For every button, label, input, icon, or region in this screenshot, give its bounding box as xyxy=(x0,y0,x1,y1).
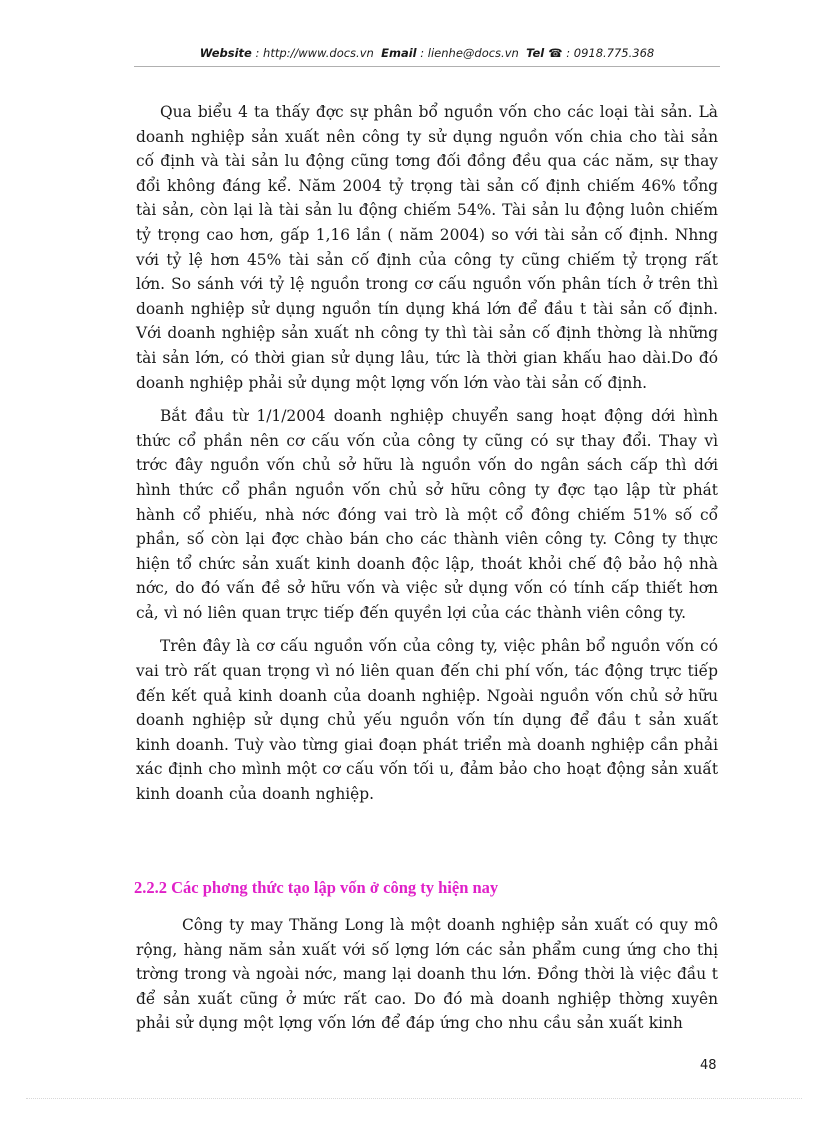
tel-label: Tel ☎ xyxy=(526,46,563,60)
header-divider xyxy=(134,66,720,67)
footer-divider xyxy=(26,1098,802,1099)
email-value: : lienhe@docs.vn xyxy=(420,46,519,60)
section-body xyxy=(136,913,718,1036)
tel-value: : 0918.775.368 xyxy=(566,46,655,60)
page-header xyxy=(134,46,720,60)
paragraph-3: Trên đây là cơ cấu nguồn vốn của công ty, việc phân bổ nguồn vốn có vai trò rất quan trọng vì nó liên quan đến chi phí vốn, tác động trực tiếp đến kết quả kinh doanh của doanh nghiệp. Ngoài nguồn vốn chủ sở hữu doanh nghiệp sử dụng chủ yếu nguồn vốn tín dụng để đầu t sản xuất kinh doanh. Tuỳ vào từng giai đoạn phát triển mà doanh nghiệp cần phải xác định cho mình một cơ cấu vốn tối u, đảm bảo cho hoạt động sản xuất kinh doanh của doanh nghiệp. xyxy=(136,637,718,804)
email-label: Email xyxy=(381,46,417,60)
section-heading: 2.2.2 Các phơng thức tạo lập vốn ở công ty hiện nay xyxy=(134,878,499,897)
section-paragraph: Công ty may Thăng Long là một doanh nghiệp sản xuất có quy mô rộng, hàng năm sản xuất với số lợng lớn các sản phẩm cung ứng cho thị trờng trong và ngoài nớc, mang lại doanh thu lớn. Đồng thời là việc đầu t để sản xuất cũng ở mức rất cao. Do đó mà doanh nghiệp thờng xuyên phải sử dụng một lợng vốn lớn để đáp ứng cho nhu cầu sản xuất kinh xyxy=(136,916,718,1033)
paragraph-2: Bắt đầu từ 1/1/2004 doanh nghiệp chuyển sang hoạt động dới hình thức cổ phần nên cơ cấu vốn của công ty cũng có sự thay đổi. Thay vì trớc đây nguồn vốn chủ sở hữu là nguồn vốn do ngân sách cấp thì dới hình thức cổ phần nguồn vốn chủ sở hữu công ty đợc tạo lập từ phát hành cổ phiếu, nhà nớc đóng vai trò là một cổ đông chiếm 51% số cổ phần, số còn lại đợc chào bán cho các thành viên công ty. Công ty thực hiện tổ chức sản xuất kinh doanh độc lập, thoát khỏi chế độ bảo hộ nhà nớc, do đó vấn đề sở hữu vốn và việc sử dụng vốn có tính cấp thiết hơn cả, vì nó liên quan trực tiếp đến quyền lợi của các thành viên công ty. xyxy=(136,407,718,622)
body-text xyxy=(136,100,718,816)
website-label: Website xyxy=(199,46,252,60)
page-number: 48 xyxy=(700,1058,717,1073)
website-value: : http://www.docs.vn xyxy=(255,46,374,60)
paragraph-1: Qua biểu 4 ta thấy đợc sự phân bổ nguồn vốn cho các loại tài sản. Là doanh nghiệp sản xuất nên công ty sử dụng nguồn vốn chia cho tài sản cố định và tài sản lu động cũng tơng đối đồng đều qua các năm, sự thay đổi không đáng kể. Năm 2004 tỷ trọng tài sản cố định chiếm 46% tổng tài sản, còn lại là tài sản lu động chiếm 54%. Tài sản lu động luôn chiếm tỷ trọng cao hơn, gấp 1,16 lần ( năm 2004) so với tài sản cố định. Nhng với tỷ lệ hơn 45% tài sản cố định của công ty cũng chiếm tỷ trọng rất lớn. So sánh với tỷ lệ nguồn trong cơ cấu nguồn vốn phân tích ở trên thì doanh nghiệp sử dụng nguồn tín dụng khá lớn để đầu t tài sản cố định. Với doanh nghiệp sản xuất nh công ty thì tài sản cố định thờng là những tài sản lớn, có thời gian sử dụng lâu, tức là thời gian khấu hao dài.Do đó doanh nghiệp phải sử dụng một lợng vốn lớn vào tài sản cố định. xyxy=(136,103,718,392)
